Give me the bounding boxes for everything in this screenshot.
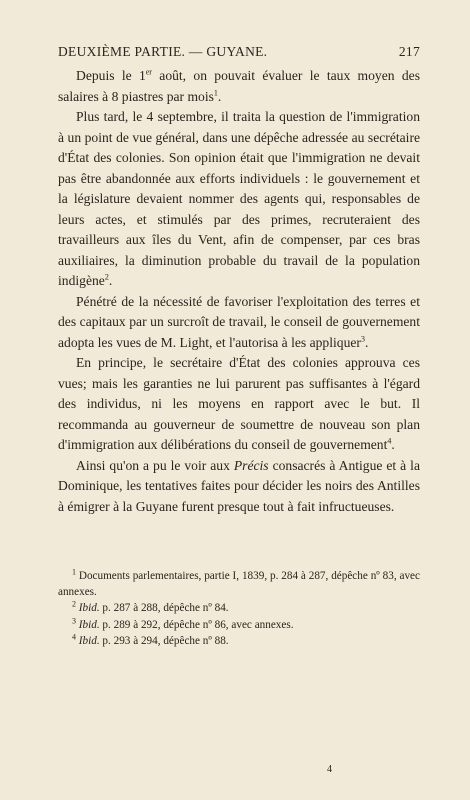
paragraph-5: Ainsi qu'on a pu le voir aux Précis consacrés à Antigue et à la Dominique, les tentatives faites pour décider les noirs des Antilles à émigrer à la Guyane furent presque tout à fait infructueuses. bbox=[58, 457, 420, 514]
paragraph-4: En principe, le secrétaire d'État des colonies approuva ces vues; mais les garanties ne lui parurent pas suffisantes à l'égard des individus, ni les moyens en rapport avec le but. Il recommanda au gouverneur de soumettre de nouveau son plan d'immigration aux délibérations du conseil de gouvernement$^4$. bbox=[58, 355, 420, 452]
running-header bbox=[58, 44, 420, 64]
footnote-ref: 4 bbox=[387, 436, 392, 446]
page-number: 217 bbox=[398, 44, 420, 59]
footnote-ref: 1 bbox=[213, 87, 218, 97]
paragraph-3: Pénétré de la nécessité de favoriser l'exploitation des terres et des capitaux par un surcroît de travail, le conseil de gouvernement adopta les vues de M. Light, et l'autorisa à les appliquer$^3$. bbox=[58, 293, 420, 350]
footnotes bbox=[58, 568, 420, 649]
footnote-2: $^2$ Ibid. p. 287 à 288, dépêche nº 84. bbox=[72, 599, 229, 615]
paragraph-1: Depuis le 1er août, on pouvait évaluer le taux moyen des salaires à 8 piastres par mois$^1$. bbox=[58, 67, 420, 104]
paragraph-2: Plus tard, le 4 septembre, il traita la question de l'immigration à un point de vue général, dans une dépêche adressée au secrétaire d'État des colonies. Son opinion était que l'immigration ne devait pas être abandonnée aux efforts individuels : le gouvernement et la législature devaient nommer des agents qui, responsables de leurs actes, et stimulés par des primes, recruteraient des travailleurs aux îles du Vent, afin de compenser, par ces bras auxiliaires, la diminution probable du travail de la population indigène$^2$. bbox=[58, 109, 420, 288]
footnote-ref: 2 bbox=[104, 272, 109, 282]
running-title: DEUXIÈME PARTIE. — GUYANE. bbox=[58, 44, 268, 59]
footnote-ref: 3 bbox=[360, 333, 365, 343]
signature-mark: 4 bbox=[327, 764, 332, 775]
footnote-1: $^1$ Documents parlementaires, partie I, 1839, p. 284 à 287, dépêche nº 83, avec annexes. bbox=[58, 567, 420, 599]
main-text bbox=[58, 66, 420, 517]
footnote-3: $^3$ Ibid. p. 289 à 292, dépêche nº 86, avec annexes. bbox=[72, 615, 294, 631]
footnote-4: $^4$ Ibid. p. 293 à 294, dépêche nº 88. bbox=[72, 632, 229, 647]
